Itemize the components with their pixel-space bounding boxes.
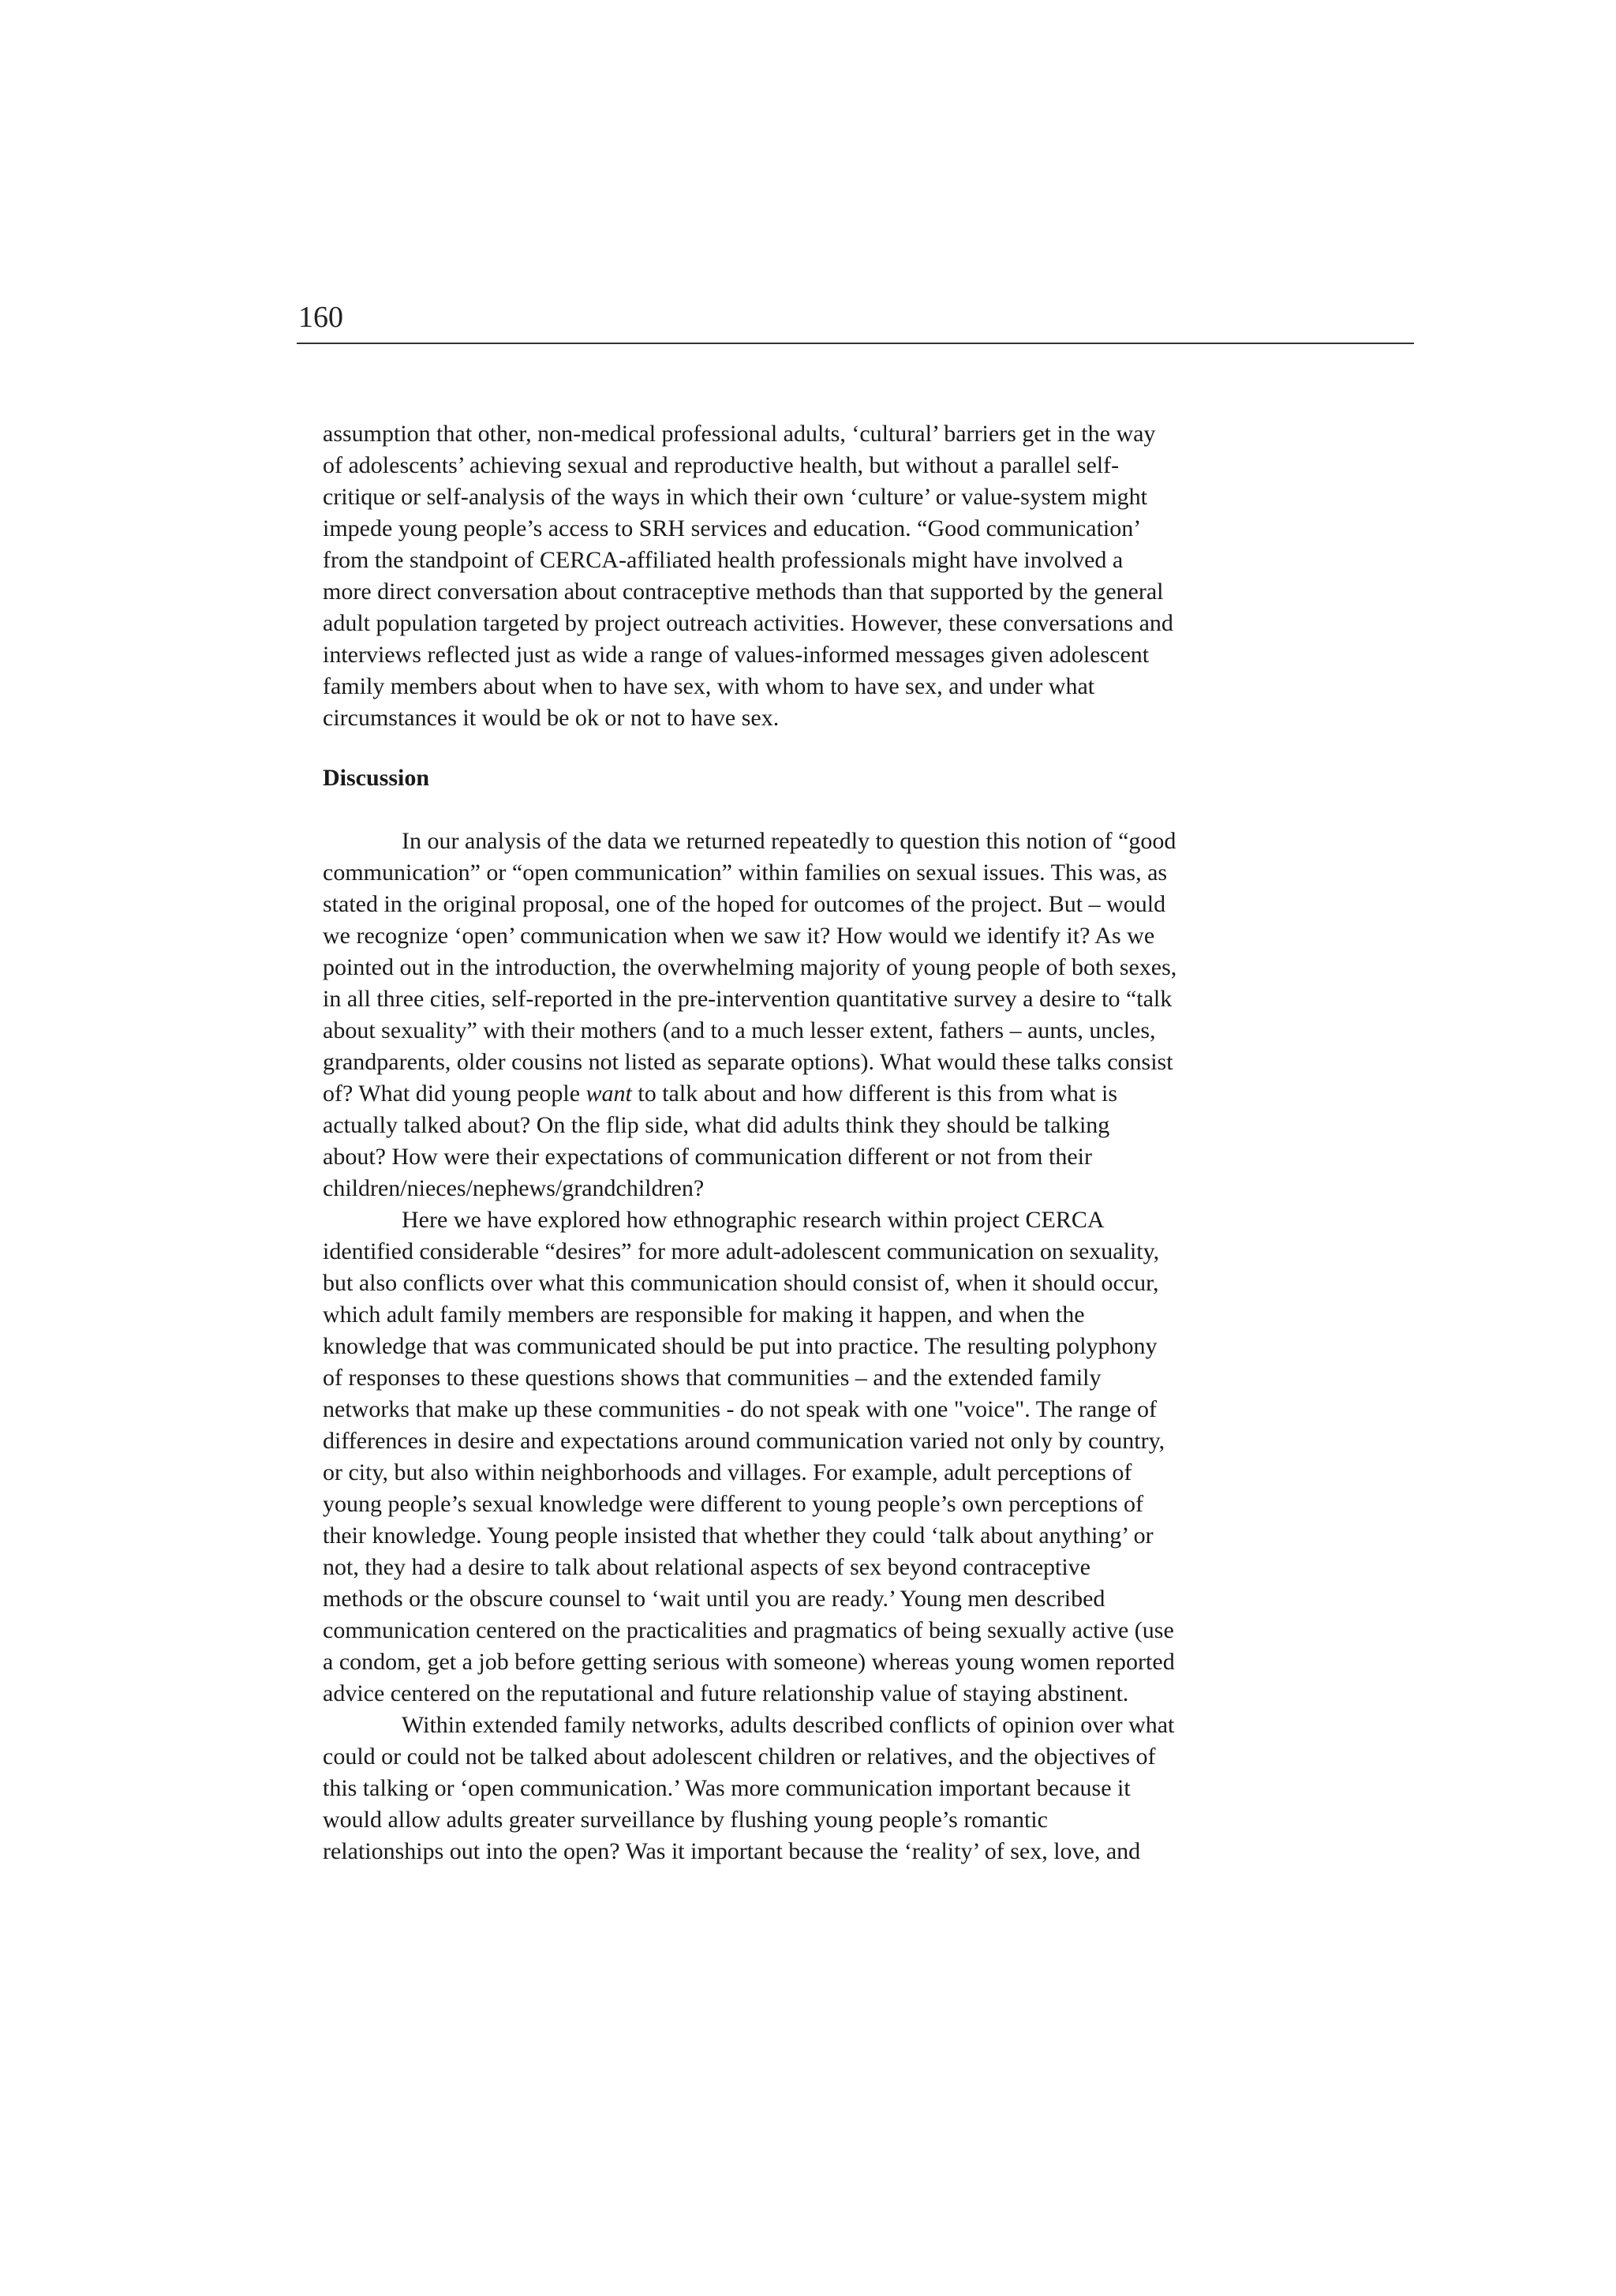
text-line: more direct conversation about contraceptive methods than that supported by the general	[323, 579, 1164, 605]
text-line: impede young people’s access to SRH services and education. “Good communication’	[323, 515, 1142, 541]
text-line: a condom, get a job before getting serious with someone) whereas young women reported	[323, 1649, 1175, 1675]
text-line: pointed out in the introduction, the overwhelming majority of young people of both sexes,	[323, 954, 1177, 980]
text-line: Here we have explored how ethnographic research within project CERCA	[402, 1207, 1105, 1233]
text-line: about? How were their expectations of communication different or not from their	[323, 1144, 1092, 1170]
text-line: grandparents, older cousins not listed as separate options). What would these talks consist	[323, 1049, 1173, 1075]
text-line: communication” or “open communication” within families on sexual issues. This was, as	[323, 860, 1168, 886]
text-line: assumption that other, non-medical professional adults, ‘cultural’ barriers get in the way	[323, 421, 1156, 447]
page-number: 160	[298, 301, 343, 334]
text-line: not, they had a desire to talk about relational aspects of sex beyond contraceptive	[323, 1554, 1090, 1580]
paragraph-2	[323, 826, 1349, 1204]
text-line: In our analysis of the data we returned repeatedly to question this notion of “good	[402, 828, 1176, 854]
text-segment: to talk about and how different is this from what is	[631, 1081, 1118, 1107]
text-line: identified considerable “desires” for more adult-adolescent communication on sexuality,	[323, 1238, 1160, 1264]
body-text	[323, 418, 1349, 1867]
text-line: we recognize ‘open’ communication when we saw it? How would we identify it? As we	[323, 923, 1155, 949]
text-line: actually talked about? On the flip side, what did adults think they should be talking	[323, 1112, 1110, 1138]
text-line: knowledge that was communicated should be put into practice. The resulting polyphony	[323, 1333, 1158, 1359]
text-line: communication centered on the practicalities and pragmatics of being sexually active (use	[323, 1617, 1174, 1643]
text-line: this talking or ‘open communication.’ Was more communication important because it	[323, 1775, 1131, 1801]
emphasized-word: want	[585, 1081, 632, 1107]
text-line: of adolescents’ achieving sexual and reproductive health, but without a parallel self-	[323, 452, 1120, 478]
text-line: children/nieces/nephews/grandchildren?	[323, 1175, 705, 1201]
text-line: relationships out into the open? Was it important because the ‘reality’ of sex, love, and	[323, 1838, 1141, 1864]
text-line: interviews reflected just as wide a range of values-informed messages given adolescent	[323, 642, 1150, 668]
text-line: would allow adults greater surveillance by flushing young people’s romantic	[323, 1807, 1048, 1833]
text-line: Within extended family networks, adults described conflicts of opinion over what	[402, 1712, 1175, 1738]
text-line: in all three cities, self-reported in the pre-intervention quantitative survey a desire to “talk	[323, 986, 1173, 1012]
text-line: differences in desire and expectations around communication varied not only by country,	[323, 1428, 1165, 1454]
header-rule	[297, 343, 1414, 344]
section-heading: Discussion	[323, 765, 430, 791]
text-line: but also conflicts over what this communication should consist of, when it should occur,	[323, 1270, 1159, 1296]
text-line: critique or self-analysis of the ways in which their own ‘culture’ or value-system might	[323, 484, 1147, 510]
paragraph-3	[323, 1204, 1349, 1710]
text-line: advice centered on the reputational and future relationship value of staying abstinent.	[323, 1680, 1129, 1706]
text-line: from the standpoint of CERCA-affiliated health professionals might have involved a	[323, 547, 1124, 573]
text-line: networks that make up these communities - do not speak with one "voice". The range of	[323, 1396, 1158, 1422]
text-line: their knowledge. Young people insisted that whether they could ‘talk about anything’ or	[323, 1523, 1154, 1549]
paragraph-4	[323, 1710, 1349, 1867]
paragraph-1	[323, 418, 1349, 734]
text-line: or city, but also within neighborhoods and villages. For example, adult perceptions of	[323, 1459, 1132, 1485]
text-line: stated in the original proposal, one of the hoped for outcomes of the project. But – would	[323, 891, 1166, 917]
text-line-with-emphasis	[323, 1078, 1349, 1110]
text-line: family members about when to have sex, with whom to have sex, and under what	[323, 673, 1095, 699]
text-line: young people’s sexual knowledge were different to young people’s own perceptions of	[323, 1491, 1144, 1517]
text-line: could or could not be talked about adolescent children or relatives, and the objectives of	[323, 1744, 1156, 1770]
text-line: of responses to these questions shows that communities – and the extended family	[323, 1365, 1102, 1391]
text-segment: of? What did young people	[323, 1081, 586, 1107]
text-line: adult population targeted by project outreach activities. However, these conversations and	[323, 610, 1173, 636]
text-line: methods or the obscure counsel to ‘wait until you are ready.’ Young men described	[323, 1586, 1105, 1612]
text-line: about sexuality” with their mothers (and to a much lesser extent, fathers – aunts, uncles,	[323, 1017, 1156, 1043]
text-line: which adult family members are responsible for making it happen, and when the	[323, 1302, 1085, 1328]
text-line: circumstances it would be ok or not to have sex.	[323, 705, 780, 731]
